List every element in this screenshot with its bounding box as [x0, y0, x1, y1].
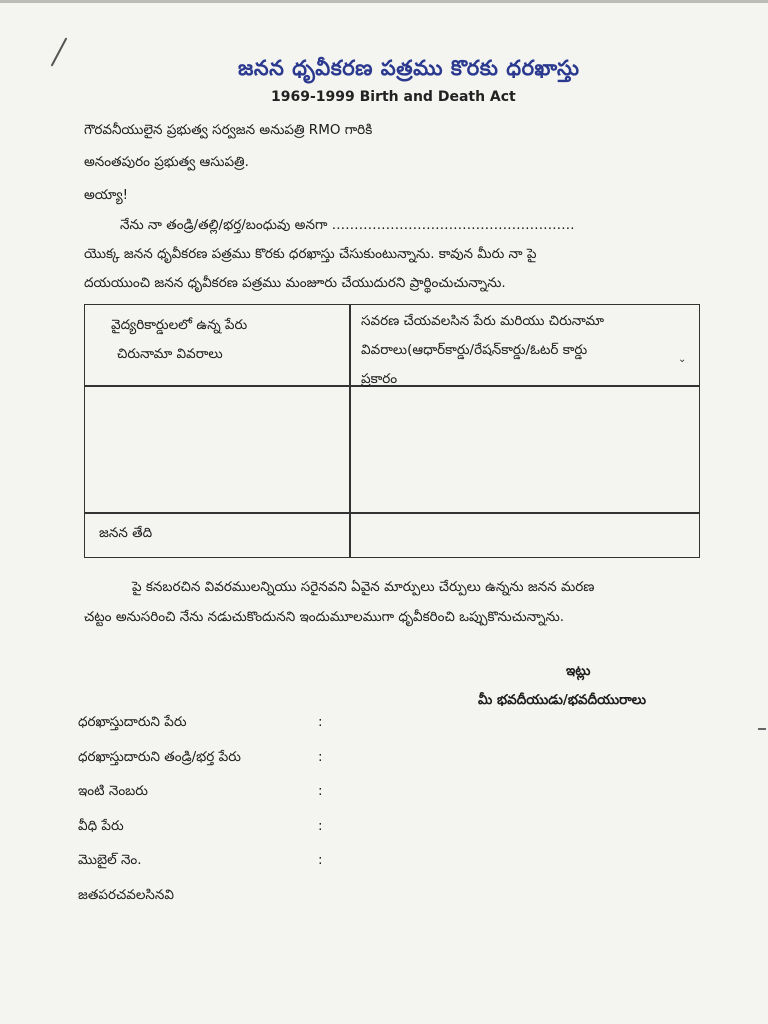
field-label: ధరఖాస్తుదారుని పేరు: [78, 714, 187, 730]
table-dob-divider: [85, 512, 699, 514]
table-col1-header: [111, 311, 247, 369]
field-row: [78, 852, 378, 887]
salutation: అయ్యా!: [84, 187, 129, 203]
field-colon: :: [318, 714, 323, 730]
table-column-divider: [349, 305, 351, 557]
signoff-line-2: మీ భవదీయుడు/భవదీయురాలు: [478, 692, 647, 708]
field-row: [78, 714, 378, 749]
field-colon: :: [318, 748, 323, 765]
body-line-1: నేను నా తండ్రి/తల్లి/భర్త/బంధువు అనగా ………………………………………………: [120, 217, 575, 233]
field-label: వీధి పేరు: [78, 817, 124, 834]
table-col2-header-line-1: సవరణ చేయవలసిన పేరు మరియు చిరునామా: [361, 313, 604, 329]
pen-mark: [51, 37, 68, 66]
signoff-line-1: ఇట్లు: [566, 663, 591, 679]
field-row: [78, 749, 378, 784]
check-mark-icon: ⌄: [678, 354, 687, 365]
field-row: [78, 783, 378, 818]
body-line-3: దయయుంచి జనన ధృవీకరణ పత్రము మంజూరు చేయుదురని ప్రార్థించుచున్నాను.: [84, 275, 506, 291]
table-col1-header-line-2: చిరునామా వివరాలు: [117, 346, 223, 362]
field-row: [78, 818, 378, 853]
field-label: జతపరచవలసినవి: [78, 886, 174, 903]
applicant-fields: [78, 714, 378, 921]
field-colon: :: [318, 783, 323, 799]
dob-label: జనన తేది: [99, 525, 153, 541]
table-col2-header: [361, 307, 604, 394]
field-row: [78, 887, 378, 922]
table-col1-header-line-1: వైద్యరికార్డులలో ఉన్న పేరు: [111, 317, 248, 333]
declaration-line-2: చట్టం అనుసరించి నేను నడుచుకొందునని ఇందుమూలముగా ధృవీకరించి ఒప్పుకొనుచున్నాను.: [84, 609, 565, 625]
details-table: [84, 304, 700, 558]
address-line-1: గౌరవనీయులైన ప్రభుత్వ సర్వజన అనుపత్రి RMO గారికి: [84, 122, 373, 138]
page-top-edge: [0, 0, 768, 3]
field-colon: :: [318, 852, 323, 868]
table-col2-header-line-2: వివరాలు(ఆధార్‌కార్డు/రేషన్‌కార్డు/ఓటర్ కార్డు: [361, 342, 588, 358]
field-colon: :: [318, 817, 323, 834]
field-label: ధరఖాస్తుదారుని తండ్రి/భర్త పేరు: [78, 748, 241, 765]
address-line-2: అనంతపురం ప్రభుత్వ ఆసుపత్రి.: [84, 154, 249, 170]
form-subtitle: 1969-1999 Birth and Death Act: [271, 89, 516, 105]
field-label: మొబైల్ నెం.: [78, 852, 142, 868]
margin-mark: [758, 728, 766, 730]
table-col2-header-line-3: ప్రకారం: [361, 371, 398, 387]
field-label: ఇంటి నెంబరు: [78, 783, 148, 799]
declaration-line-1: పై కనబరచిన వివరములన్నియు సరైనవని ఏవైన మార్పులు చేర్పులు ఉన్నను జనన మరణ: [132, 579, 595, 595]
body-line-2: యొక్క జనన ధృవీకరణ పత్రము కొరకు ధరఖాస్తు చేసుకుంటున్నాను. కావున మీరు నా పై: [84, 246, 537, 262]
form-title: జనన ధృవీకరణ పత్రము కొరకు ధరఖాస్తు: [238, 56, 580, 80]
